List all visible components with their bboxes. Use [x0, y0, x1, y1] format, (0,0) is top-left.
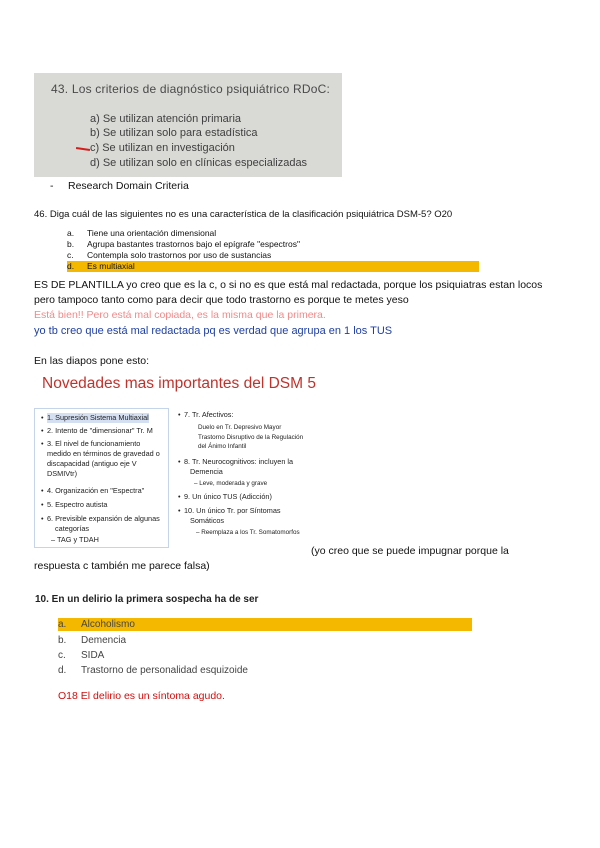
slide-right-item: • 10. Un único Tr. por Síntomas	[178, 506, 281, 515]
slide-left-item: medido en términos de gravedad o	[47, 449, 160, 458]
q10-option-a-highlighted: a. Alcoholismo	[58, 618, 472, 631]
photo-question-title: 43. Los criterios de diagnóstico psiquiátrico RDoC:	[51, 82, 330, 96]
q10-option-b: b. Demencia	[58, 635, 127, 646]
photo-option-c: c) Se utilizan en investigación	[90, 142, 235, 154]
slide-left-item: • 4. Organización en "Espectra"	[41, 486, 145, 495]
q46-option-d-highlighted: d. Es multiaxial	[67, 261, 479, 272]
question-46-title: 46. Diga cuál de las siguientes no es una característica de la clasificación psiquiátrica DSM-5? O20	[34, 209, 453, 220]
slide-right-item: Duelo en Tr. Depresivo Mayor	[198, 424, 282, 431]
photo-option-b: b) Se utilizan solo para estadística	[90, 127, 258, 139]
photo-option-d: d) Se utilizan solo en clínicas especializadas	[90, 157, 308, 169]
slide-left-item: • 2. Intento de "dimensionar" Tr. M	[41, 426, 153, 435]
plantilla-comment: ES DE PLANTILLA yo creo que es la c, o si no es que está mal redactada, porque los psiquiatras estan locos pero tampoco tanto como para decir que todo trastorno es porque te metes yeso	[34, 279, 543, 306]
q46-option-a: a. Tiene una orientación dimensional	[67, 228, 217, 238]
exam-question-photo	[34, 73, 342, 177]
photo-option-a: a) Se utilizan atención primaria	[90, 113, 242, 125]
slide-right-item: Demencia	[190, 467, 223, 476]
q46-option-c: c. Contempla solo trastornos por uso de sustancias	[67, 250, 272, 260]
slide-left-item: DSMIVtr)	[47, 469, 77, 478]
slide-right-item: del Ánimo Infantil	[198, 443, 247, 450]
slide-right-item: • 9. Un único TUS (Adicción)	[178, 492, 272, 501]
slide-title: Novedades mas importantes del DSM 5	[42, 375, 316, 392]
correction-comment: Está bien!! Pero está mal copiada, es la misma que la primera.	[34, 309, 326, 321]
q10-option-c: c. SIDA	[58, 650, 105, 661]
slide-left-item: discapacidad (antiguo eje V	[47, 459, 137, 468]
slide-right-item: – Reemplaza a los Tr. Somatomorfos	[196, 529, 300, 536]
q10-answer-note: O18 El delirio es un síntoma agudo.	[58, 690, 225, 702]
slide-left-item: • 6. Previsible expansión de algunas	[41, 514, 160, 523]
slide-right-item: – Leve, moderada y grave	[194, 480, 268, 487]
question-10-title: 10. En un delirio la primera sospecha ha de ser	[35, 594, 259, 605]
impugnar-note-line1: (yo creo que se puede impugnar porque la	[311, 545, 509, 557]
research-domain-line: - Research Domain Criteria	[50, 180, 189, 192]
agreement-comment: yo tb creo que está mal redactada pq es verdad que agrupa en 1 los TUS	[34, 325, 393, 337]
slide-left-box	[34, 408, 169, 548]
slide-right-item: Trastorno Disruptivo de la Regulación	[198, 434, 304, 441]
slide-right-item: Somáticos	[190, 516, 225, 525]
slide-left-item: categorías	[55, 524, 90, 533]
slide-right-item: • 8. Tr. Neurocognitivos: incluyen la	[178, 457, 294, 466]
slide-left-item: – TAG y TDAH	[51, 535, 99, 544]
impugnar-note-line2: respuesta c también me parece falsa)	[34, 560, 210, 572]
slide-left-item: • 1. Supresión Sistema Multiaxial	[41, 413, 149, 422]
diapos-intro: En las diapos pone esto:	[34, 355, 149, 367]
handwritten-mark-icon	[76, 147, 90, 151]
slide-left-item: • 3. El nivel de funcionamiento	[41, 439, 141, 448]
slide-right-item: • 7. Tr. Afectivos:	[178, 410, 234, 419]
slide-right-column	[178, 410, 308, 550]
slide-left-item: • 5. Espectro autista	[41, 500, 108, 509]
q46-option-b: b. Agrupa bastantes trastornos bajo el epígrafe "espectros"	[67, 239, 300, 249]
q10-option-d: d. Trastorno de personalidad esquizoide	[58, 665, 248, 676]
